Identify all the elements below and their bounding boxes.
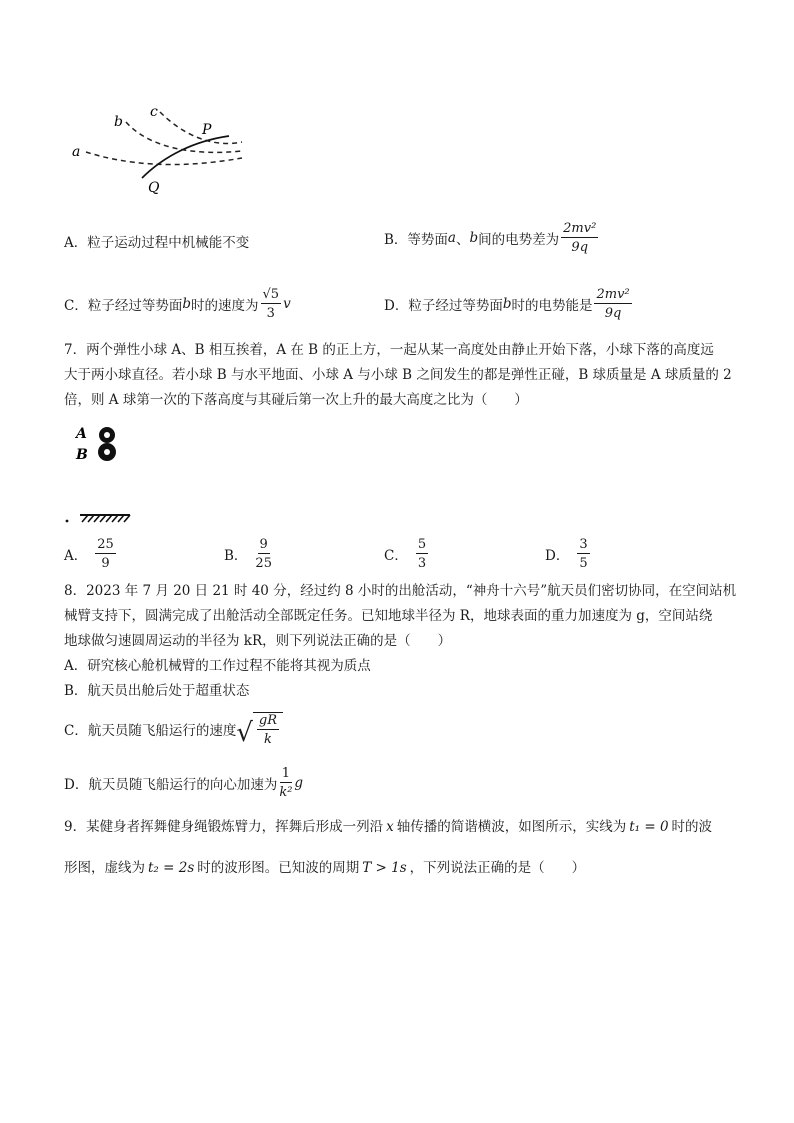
option-text: D．航天员随飞船运行的向心加速为: [64, 777, 278, 793]
equipotential-figure: [64, 96, 254, 196]
fraction: [561, 222, 598, 254]
option-letter: A．: [64, 548, 88, 564]
option-letter: A．: [64, 235, 88, 251]
label-P: P: [202, 122, 212, 138]
option-letter: B．: [224, 548, 248, 564]
q8-option-c: [64, 712, 283, 746]
sqrt-expression: [236, 712, 283, 746]
q9-text: 时的波: [671, 819, 713, 835]
option-text: 间的电势差为: [478, 232, 560, 248]
q9-stem-line-1: [64, 817, 712, 837]
numerator: 3: [579, 537, 588, 552]
q9-stem-line-2: [64, 858, 585, 878]
q6-option-d: [384, 288, 634, 320]
label-b: b: [114, 114, 123, 130]
var-v: v: [283, 296, 291, 312]
option-letter: B．: [384, 232, 408, 248]
q7-option-a: [64, 538, 118, 570]
fraction: [255, 538, 272, 570]
fraction: [257, 714, 279, 746]
var-b: b: [469, 230, 479, 246]
time-t2: t₂ = 2s: [148, 860, 195, 876]
option-letter: C．: [64, 298, 88, 314]
denominator: 9: [101, 556, 110, 571]
q7-option-b: [224, 538, 274, 570]
q7-stem-line-3: 倍，则 A 球第一次的下落高度与其碰后第一次上升的最大高度之比为（ ）: [64, 392, 528, 408]
label-ball-b: B: [76, 447, 88, 463]
option-letter: C．: [384, 548, 408, 564]
option-letter: D．: [545, 548, 570, 564]
denominator: k²: [279, 785, 293, 800]
numerator: 25: [97, 537, 114, 552]
period-condition: T > 1s: [362, 860, 407, 876]
fraction: [416, 538, 428, 570]
ground-hatch: [80, 515, 130, 522]
option-text: C．航天员随飞船运行的速度: [64, 723, 237, 739]
q8-stem-line-2: 械臂支持下，圆满完成了出舱活动全部既定任务。已知地球半径为 R，地球表面的重力加速度为 g，空间站绕: [64, 608, 713, 624]
equipotential-a: [86, 152, 242, 165]
q6-option-a: [64, 233, 249, 253]
q8-option-a: A．研究核心舱机械臂的工作过程不能将其视为质点: [64, 658, 371, 674]
option-text: 粒子经过等势面: [408, 298, 503, 314]
denominator: 3: [266, 306, 275, 321]
ground-mark: [66, 520, 69, 523]
q9-text: 时的波形图。已知波的周期: [197, 860, 360, 876]
q9-text: 9．某健身者挥舞健身绳锻炼臂力，挥舞后形成一列沿: [64, 819, 384, 835]
q9-text: 轴传播的简谐横波，如图所示，实线为: [396, 819, 627, 835]
numerator: 5: [417, 537, 427, 552]
option-text: 时的速度为: [191, 298, 259, 314]
numerator: gR: [258, 713, 278, 728]
fraction: [95, 538, 116, 570]
q9-text: ，下列说法正确的是（ ）: [409, 860, 586, 876]
denominator: 25: [255, 556, 272, 571]
option-text: 等势面: [407, 232, 448, 248]
denominator: 9q: [571, 240, 589, 255]
label-a: a: [72, 144, 81, 160]
ball-b-highlight: [104, 449, 110, 455]
var-b: b: [182, 296, 191, 312]
fraction: [594, 288, 631, 320]
q8-option-d: [64, 767, 303, 799]
numerator: 9: [259, 537, 268, 552]
balls-figure: [64, 422, 140, 528]
sep: 、: [455, 232, 470, 248]
q7-stem-line-2: 大于两小球直径。若小球 B 与水平地面、小球 A 与小球 B 之间发生的都是弹性正碰，B 球质量是 A 球质量的 2: [64, 367, 732, 383]
ball-a-highlight: [104, 432, 110, 438]
fraction: [261, 288, 282, 320]
sqrt-body: [253, 712, 283, 746]
q8-stem-line-3: 地球做匀速圆周运动的半径为 kR，则下列说法正确的是（ ）: [64, 633, 452, 649]
label-Q: Q: [148, 180, 160, 196]
option-text: 粒子经过等势面: [87, 298, 183, 314]
q9-text: 形图，虚线为: [64, 860, 145, 876]
var-x: x: [386, 819, 394, 835]
q7-option-d: [545, 538, 592, 570]
option-text: 粒子运动过程中机械能不变: [87, 235, 250, 251]
var-b: b: [502, 296, 512, 312]
sqrt-sign: √: [236, 718, 253, 748]
option-text: 时的电势能是: [511, 298, 593, 314]
denominator: 3: [417, 556, 427, 571]
option-letter: D．: [384, 298, 409, 314]
q7-option-c: [384, 538, 430, 570]
q8-option-b: B．航天员出舱后处于超重状态: [64, 683, 250, 699]
q6-option-c: [64, 288, 291, 320]
denominator: 5: [579, 556, 588, 571]
denominator: k: [264, 732, 272, 747]
equipotential-c: [160, 112, 242, 144]
numerator: 1: [281, 766, 291, 781]
numerator: √5: [262, 287, 280, 302]
fraction: [577, 538, 589, 570]
time-t1: t₁ = 0: [629, 819, 669, 835]
label-ball-a: A: [76, 426, 87, 442]
numerator: 2mv²: [596, 287, 630, 302]
var-a: a: [447, 230, 456, 246]
denominator: 9q: [604, 306, 622, 321]
q8-stem-line-1: 8．2023 年 7 月 20 日 21 时 40 分，经过约 8 小时的出舱活动，“神舟十六号”航天员们密切协同，在空间站机: [64, 583, 737, 599]
var-g: g: [294, 775, 304, 791]
numerator: 2mv²: [563, 221, 597, 236]
q6-option-b: [384, 222, 600, 254]
q7-stem-line-1: 7．两个弹性小球 A、B 相互挨着，A 在 B 的正上方，一起从某一高度处由静止开始下落，小球下落的高度远: [64, 342, 714, 358]
label-c: c: [150, 104, 158, 120]
fraction: [279, 767, 292, 799]
